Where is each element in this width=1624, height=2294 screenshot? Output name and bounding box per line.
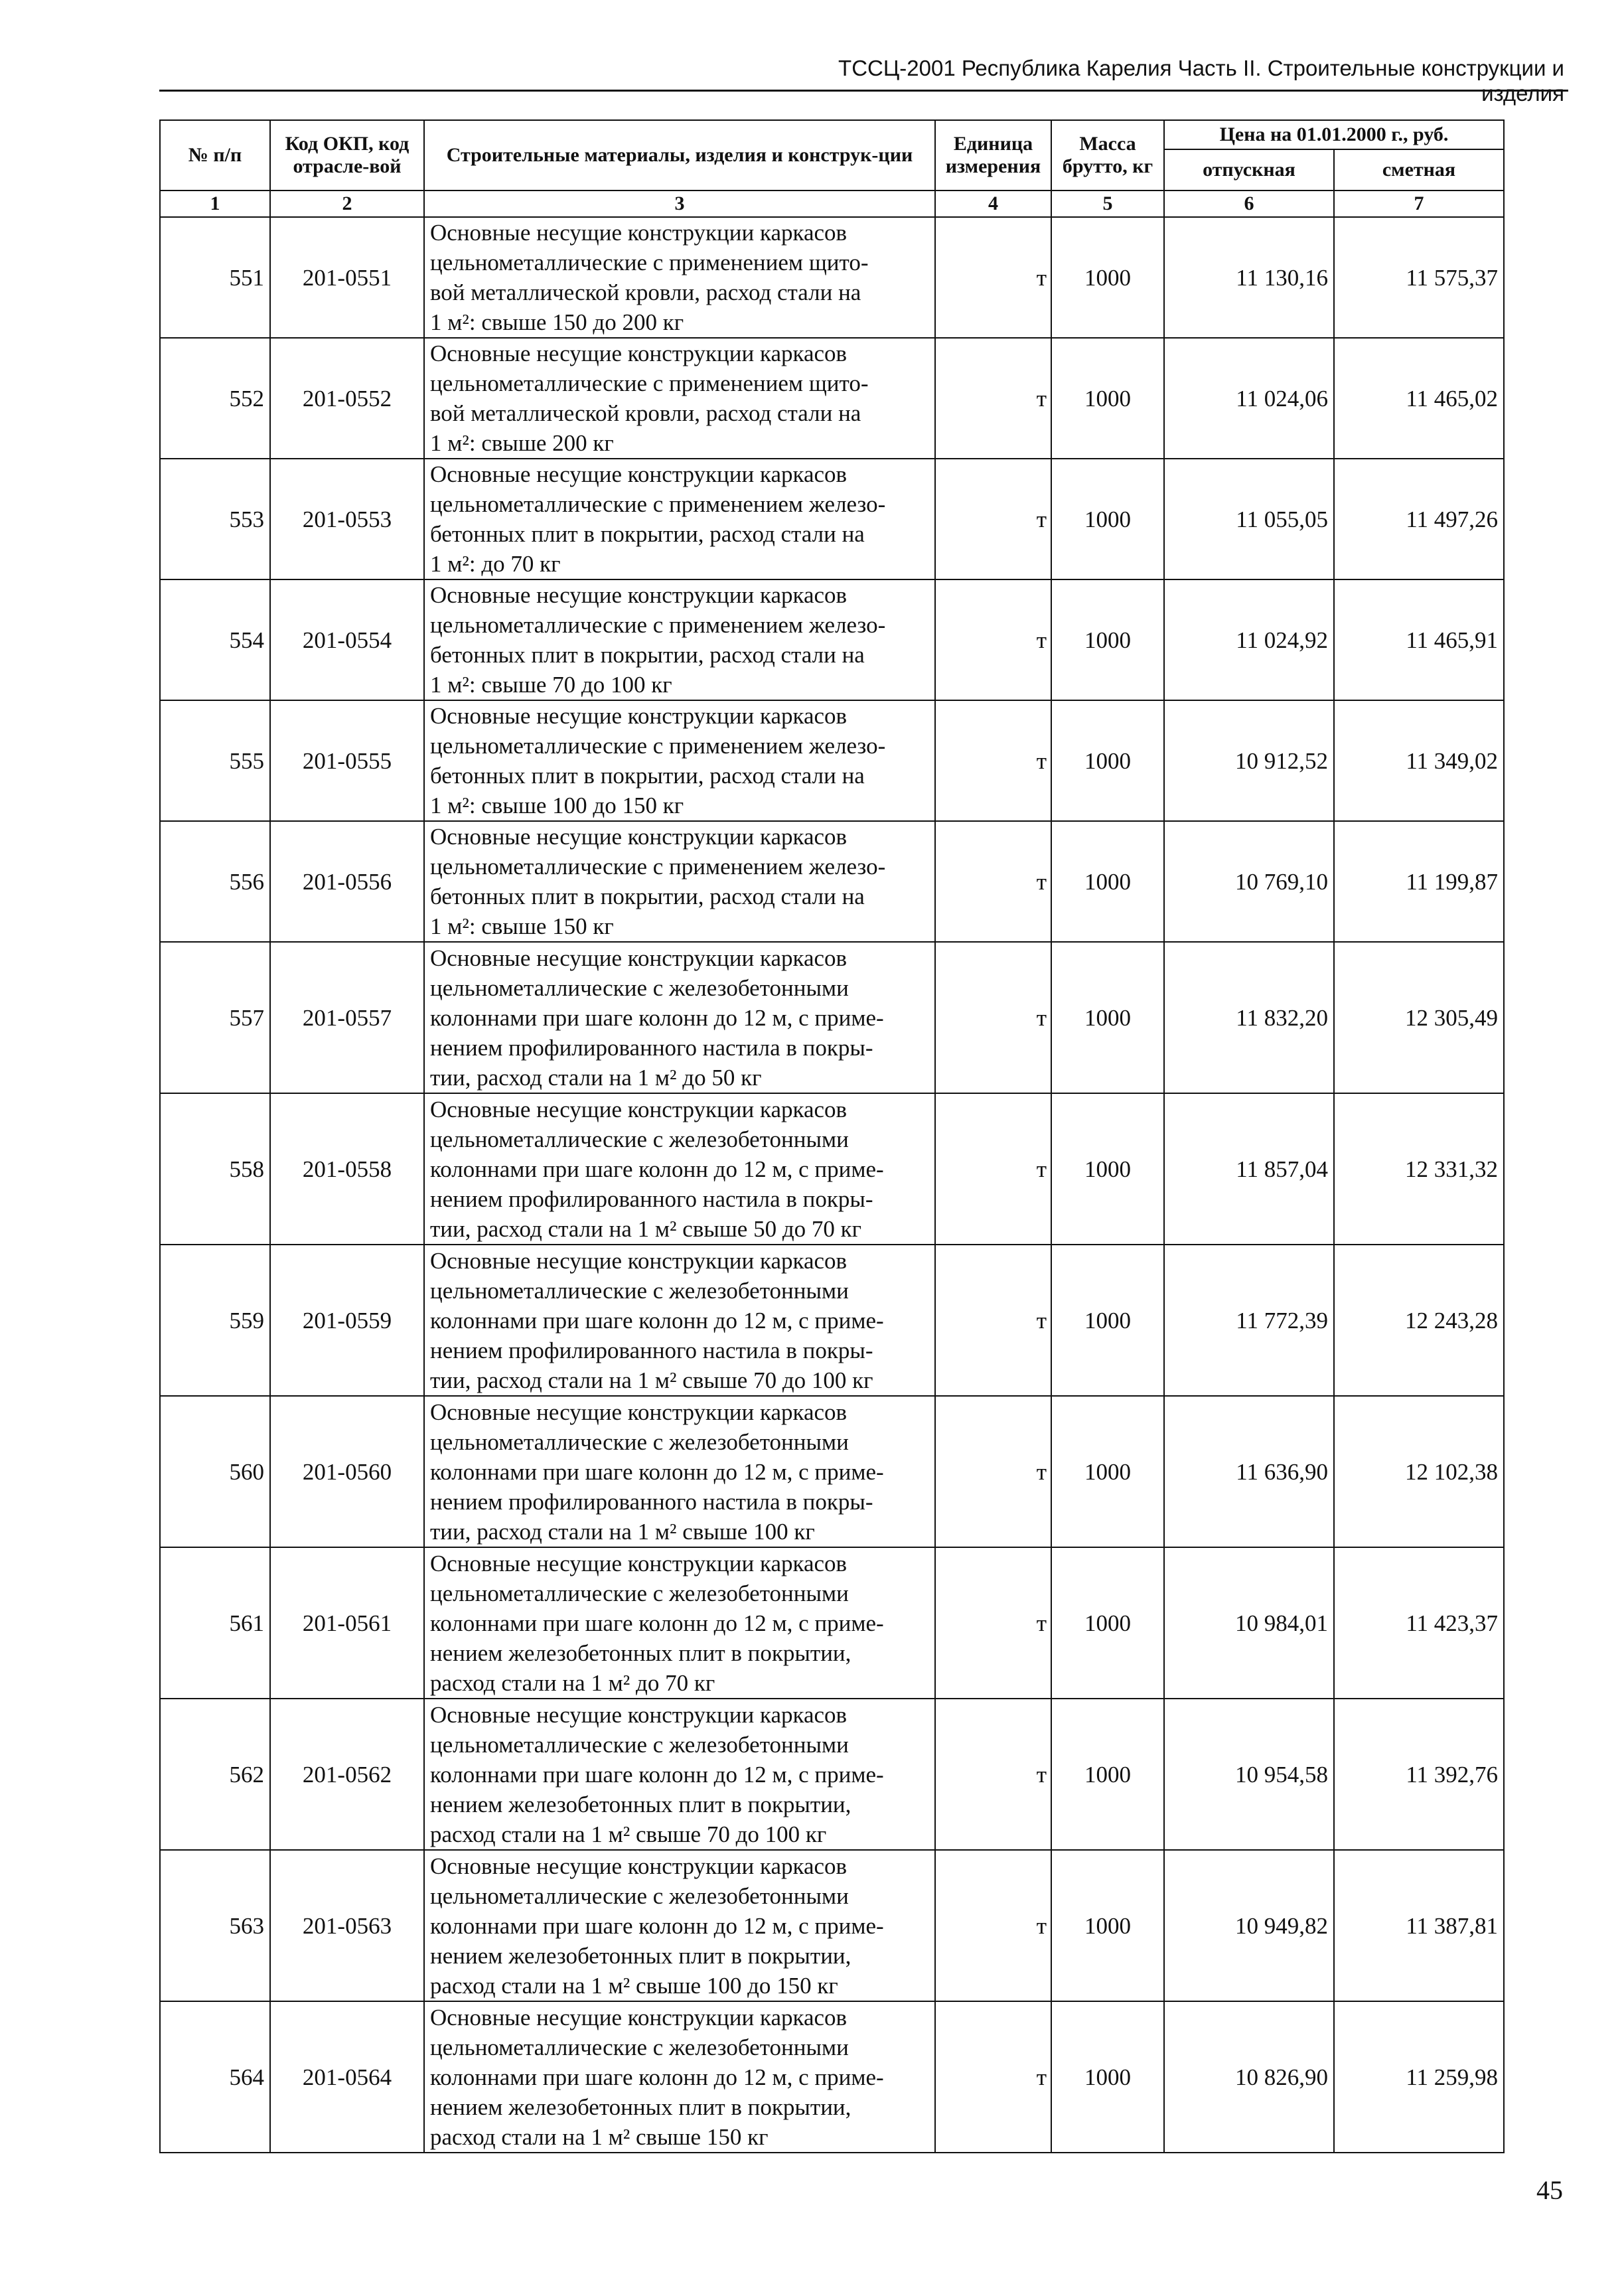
row-code: 201-0551 bbox=[270, 217, 424, 338]
row-number: 559 bbox=[160, 1245, 270, 1396]
row-unit: т bbox=[935, 217, 1051, 338]
description-line: Основные несущие конструкции каркасов bbox=[430, 1701, 848, 1728]
row-number: 563 bbox=[160, 1850, 270, 2001]
description-line: 1 м²: свыше 150 до 200 кг bbox=[430, 309, 684, 335]
description-line: колоннами при шаге колонн до 12 м, с приме- bbox=[430, 1761, 884, 1788]
row-mass: 1000 bbox=[1051, 700, 1164, 821]
col-header-mass: Масса брутто, кг bbox=[1051, 120, 1164, 191]
row-code: 201-0557 bbox=[270, 942, 424, 1093]
row-description bbox=[424, 459, 935, 579]
row-price-release: 11 055,05 bbox=[1164, 459, 1334, 579]
row-price-release: 11 024,06 bbox=[1164, 338, 1334, 459]
description-line: Основные несущие конструкции каркасов bbox=[430, 220, 848, 246]
description-line: нением железобетонных плит в покрытии, bbox=[430, 1640, 851, 1666]
row-price-release: 11 832,20 bbox=[1164, 942, 1334, 1093]
row-mass: 1000 bbox=[1051, 1245, 1164, 1396]
description-line: Основные несущие конструкции каркасов bbox=[430, 703, 848, 729]
description-line: цельнометаллические с железобетонными bbox=[430, 1882, 849, 1909]
description-line: нением профилированного настила в покры- bbox=[430, 1034, 873, 1061]
table-row bbox=[160, 579, 1504, 700]
table-row bbox=[160, 1093, 1504, 1245]
row-unit: т bbox=[935, 579, 1051, 700]
row-price-estimate: 12 331,32 bbox=[1334, 1093, 1504, 1245]
description-line: цельнометаллические с железобетонными bbox=[430, 1428, 849, 1455]
column-number: 6 bbox=[1164, 191, 1334, 217]
row-unit: т bbox=[935, 1245, 1051, 1396]
price-table bbox=[159, 119, 1505, 2153]
row-description bbox=[424, 1699, 935, 1850]
table-body bbox=[160, 217, 1504, 2153]
description-line: бетонных плит в покрытии, расход стали на bbox=[430, 883, 865, 909]
table-row bbox=[160, 1396, 1504, 1547]
description-line: бетонных плит в покрытии, расход стали на bbox=[430, 642, 865, 668]
row-price-release: 11 772,39 bbox=[1164, 1245, 1334, 1396]
description-line: 1 м²: свыше 100 до 150 кг bbox=[430, 793, 684, 818]
row-price-release: 11 857,04 bbox=[1164, 1093, 1334, 1245]
row-number: 564 bbox=[160, 2001, 270, 2153]
row-price-release: 10 954,58 bbox=[1164, 1699, 1334, 1850]
description-line: цельнометаллические с железобетонными bbox=[430, 1731, 849, 1758]
col-header-price-release: отпускная bbox=[1164, 149, 1334, 191]
table-row bbox=[160, 821, 1504, 942]
row-number: 554 bbox=[160, 579, 270, 700]
row-unit: т bbox=[935, 942, 1051, 1093]
row-price-release: 11 130,16 bbox=[1164, 217, 1334, 338]
col-header-num: № п/п bbox=[160, 120, 270, 191]
row-description bbox=[424, 1245, 935, 1396]
description-line: Основные несущие конструкции каркасов bbox=[430, 341, 848, 366]
row-price-estimate: 11 349,02 bbox=[1334, 700, 1504, 821]
row-number: 551 bbox=[160, 217, 270, 338]
column-number: 3 bbox=[424, 191, 935, 217]
table-row bbox=[160, 459, 1504, 579]
description-line: колоннами при шаге колонн до 12 м, с приме- bbox=[430, 1458, 884, 1485]
row-price-estimate: 11 575,37 bbox=[1334, 217, 1504, 338]
row-price-release: 10 826,90 bbox=[1164, 2001, 1334, 2153]
row-unit: т bbox=[935, 1396, 1051, 1547]
row-mass: 1000 bbox=[1051, 1699, 1164, 1850]
row-unit: т bbox=[935, 1850, 1051, 2001]
column-number: 5 bbox=[1051, 191, 1164, 217]
col-header-name: Строительные материалы, изделия и конструк-ции bbox=[424, 120, 935, 191]
row-mass: 1000 bbox=[1051, 1850, 1164, 2001]
description-line: колоннами при шаге колонн до 12 м, с приме- bbox=[430, 2064, 884, 2090]
row-code: 201-0564 bbox=[270, 2001, 424, 2153]
description-line: Основные несущие конструкции каркасов bbox=[430, 2004, 848, 2030]
description-line: расход стали на 1 м² свыше 150 кг bbox=[430, 2123, 769, 2150]
row-code: 201-0561 bbox=[270, 1547, 424, 1699]
description-line: нением профилированного настила в покры- bbox=[430, 1488, 873, 1515]
row-price-estimate: 11 259,98 bbox=[1334, 2001, 1504, 2153]
row-price-estimate: 11 199,87 bbox=[1334, 821, 1504, 942]
row-mass: 1000 bbox=[1051, 459, 1164, 579]
row-unit: т bbox=[935, 2001, 1051, 2153]
row-description bbox=[424, 579, 935, 700]
table-header bbox=[160, 120, 1504, 217]
row-code: 201-0554 bbox=[270, 579, 424, 700]
description-line: колоннами при шаге колонн до 12 м, с приме- bbox=[430, 1004, 884, 1031]
row-price-release: 10 949,82 bbox=[1164, 1850, 1334, 2001]
row-code: 201-0555 bbox=[270, 700, 424, 821]
description-line: цельнометаллические с применением железо- bbox=[430, 612, 886, 638]
table-row bbox=[160, 2001, 1504, 2153]
description-line: тии, расход стали на 1 м² свыше 70 до 100 кг bbox=[430, 1367, 873, 1393]
table-row bbox=[160, 1245, 1504, 1396]
row-price-release: 11 024,92 bbox=[1164, 579, 1334, 700]
row-number: 552 bbox=[160, 338, 270, 459]
column-number: 7 bbox=[1334, 191, 1504, 217]
row-mass: 1000 bbox=[1051, 2001, 1164, 2153]
row-price-estimate: 11 497,26 bbox=[1334, 459, 1504, 579]
col-header-unit: Единица измерения bbox=[935, 120, 1051, 191]
row-unit: т bbox=[935, 1093, 1051, 1245]
row-number: 560 bbox=[160, 1396, 270, 1547]
row-code: 201-0559 bbox=[270, 1245, 424, 1396]
table-row bbox=[160, 1547, 1504, 1699]
row-number: 561 bbox=[160, 1547, 270, 1699]
row-price-release: 10 769,10 bbox=[1164, 821, 1334, 942]
description-line: цельнометаллические с применением железо- bbox=[430, 733, 886, 759]
description-line: цельнометаллические с применением щито- bbox=[430, 370, 869, 396]
row-price-release: 10 912,52 bbox=[1164, 700, 1334, 821]
description-line: тии, расход стали на 1 м² до 50 кг bbox=[430, 1064, 762, 1091]
description-line: Основные несущие конструкции каркасов bbox=[430, 582, 848, 608]
row-number: 556 bbox=[160, 821, 270, 942]
description-line: нением железобетонных плит в покрытии, bbox=[430, 1942, 851, 1969]
row-price-estimate: 11 465,02 bbox=[1334, 338, 1504, 459]
description-line: Основные несущие конструкции каркасов bbox=[430, 1247, 848, 1274]
description-line: Основные несущие конструкции каркасов bbox=[430, 461, 848, 487]
description-line: бетонных плит в покрытии, расход стали на bbox=[430, 763, 865, 789]
row-code: 201-0562 bbox=[270, 1699, 424, 1850]
description-line: 1 м²: до 70 кг bbox=[430, 551, 561, 577]
description-line: бетонных плит в покрытии, расход стали на bbox=[430, 521, 865, 547]
row-description bbox=[424, 217, 935, 338]
description-line: 1 м²: свыше 200 кг bbox=[430, 430, 614, 456]
header-divider bbox=[159, 90, 1568, 92]
row-number: 553 bbox=[160, 459, 270, 579]
row-mass: 1000 bbox=[1051, 1093, 1164, 1245]
row-mass: 1000 bbox=[1051, 338, 1164, 459]
description-line: Основные несущие конструкции каркасов bbox=[430, 1399, 848, 1425]
description-line: колоннами при шаге колонн до 12 м, с приме- bbox=[430, 1307, 884, 1334]
row-code: 201-0560 bbox=[270, 1396, 424, 1547]
description-line: цельнометаллические с применением железо- bbox=[430, 854, 886, 879]
row-price-estimate: 11 392,76 bbox=[1334, 1699, 1504, 1850]
row-price-estimate: 12 305,49 bbox=[1334, 942, 1504, 1093]
row-code: 201-0563 bbox=[270, 1850, 424, 2001]
description-line: цельнометаллические с применением щито- bbox=[430, 250, 869, 275]
description-line: расход стали на 1 м² свыше 100 до 150 кг bbox=[430, 1972, 838, 1999]
row-description bbox=[424, 338, 935, 459]
row-description bbox=[424, 700, 935, 821]
row-price-estimate: 11 387,81 bbox=[1334, 1850, 1504, 2001]
column-number: 1 bbox=[160, 191, 270, 217]
description-line: Основные несущие конструкции каркасов bbox=[430, 1853, 848, 1879]
description-line: цельнометаллические с железобетонными bbox=[430, 1277, 849, 1304]
row-number: 562 bbox=[160, 1699, 270, 1850]
description-line: цельнометаллические с применением железо- bbox=[430, 491, 886, 517]
row-price-release: 11 636,90 bbox=[1164, 1396, 1334, 1547]
row-price-estimate: 12 102,38 bbox=[1334, 1396, 1504, 1547]
description-line: тии, расход стали на 1 м² свыше 100 кг bbox=[430, 1518, 815, 1545]
row-code: 201-0558 bbox=[270, 1093, 424, 1245]
description-line: колоннами при шаге колонн до 12 м, с приме- bbox=[430, 1610, 884, 1636]
table-row bbox=[160, 700, 1504, 821]
col-header-price-group: Цена на 01.01.2000 г., руб. bbox=[1164, 120, 1504, 149]
row-unit: т bbox=[935, 1547, 1051, 1699]
description-line: тии, расход стали на 1 м² свыше 50 до 70 кг bbox=[430, 1215, 862, 1242]
description-line: цельнометаллические с железобетонными bbox=[430, 2034, 849, 2060]
page-number: 45 bbox=[1536, 2175, 1563, 2205]
description-line: цельнометаллические с железобетонными bbox=[430, 974, 849, 1001]
description-line: вой металлической кровли, расход стали на bbox=[430, 400, 861, 426]
row-mass: 1000 bbox=[1051, 579, 1164, 700]
row-mass: 1000 bbox=[1051, 821, 1164, 942]
column-number: 2 bbox=[270, 191, 424, 217]
description-line: 1 м²: свыше 150 кг bbox=[430, 913, 614, 939]
row-price-estimate: 11 465,91 bbox=[1334, 579, 1504, 700]
description-line: Основные несущие конструкции каркасов bbox=[430, 1096, 848, 1122]
description-line: нением профилированного настила в покры- bbox=[430, 1337, 873, 1363]
row-description bbox=[424, 1396, 935, 1547]
description-line: Основные несущие конструкции каркасов bbox=[430, 945, 848, 971]
row-unit: т bbox=[935, 821, 1051, 942]
col-header-price-estimate: сметная bbox=[1334, 149, 1504, 191]
row-description bbox=[424, 1547, 935, 1699]
col-header-code: Код ОКП, код отрасле-вой bbox=[270, 120, 424, 191]
row-unit: т bbox=[935, 459, 1051, 579]
row-mass: 1000 bbox=[1051, 1396, 1164, 1547]
row-number: 557 bbox=[160, 942, 270, 1093]
row-number: 555 bbox=[160, 700, 270, 821]
description-line: Основные несущие конструкции каркасов bbox=[430, 824, 848, 850]
description-line: вой металлической кровли, расход стали на bbox=[430, 279, 861, 305]
table-row bbox=[160, 1699, 1504, 1850]
description-line: расход стали на 1 м² до 70 кг bbox=[430, 1669, 715, 1696]
description-line: расход стали на 1 м² свыше 70 до 100 кг bbox=[430, 1821, 827, 1847]
row-code: 201-0556 bbox=[270, 821, 424, 942]
row-unit: т bbox=[935, 700, 1051, 821]
row-number: 558 bbox=[160, 1093, 270, 1245]
row-mass: 1000 bbox=[1051, 942, 1164, 1093]
row-description bbox=[424, 2001, 935, 2153]
row-unit: т bbox=[935, 1699, 1051, 1850]
running-header-title: ТССЦ-2001 Республика Карелия Часть II. Строительные конструкции и изделия bbox=[838, 56, 1564, 106]
row-description bbox=[424, 1850, 935, 2001]
row-description bbox=[424, 942, 935, 1093]
table-row bbox=[160, 942, 1504, 1093]
description-line: 1 м²: свыше 70 до 100 кг bbox=[430, 672, 672, 698]
row-price-estimate: 11 423,37 bbox=[1334, 1547, 1504, 1699]
column-number: 4 bbox=[935, 191, 1051, 217]
row-code: 201-0552 bbox=[270, 338, 424, 459]
row-code: 201-0553 bbox=[270, 459, 424, 579]
table-row bbox=[160, 217, 1504, 338]
row-description bbox=[424, 821, 935, 942]
row-price-release: 10 984,01 bbox=[1164, 1547, 1334, 1699]
row-mass: 1000 bbox=[1051, 1547, 1164, 1699]
row-unit: т bbox=[935, 338, 1051, 459]
table-row bbox=[160, 338, 1504, 459]
description-line: цельнометаллические с железобетонными bbox=[430, 1126, 849, 1152]
description-line: колоннами при шаге колонн до 12 м, с приме- bbox=[430, 1156, 884, 1182]
row-description bbox=[424, 1093, 935, 1245]
description-line: нением профилированного настила в покры- bbox=[430, 1185, 873, 1212]
description-line: цельнометаллические с железобетонными bbox=[430, 1580, 849, 1606]
description-line: Основные несущие конструкции каркасов bbox=[430, 1550, 848, 1576]
table-row bbox=[160, 1850, 1504, 2001]
description-line: нением железобетонных плит в покрытии, bbox=[430, 2094, 851, 2120]
description-line: нением железобетонных плит в покрытии, bbox=[430, 1791, 851, 1817]
description-line: колоннами при шаге колонн до 12 м, с приме- bbox=[430, 1912, 884, 1939]
row-price-estimate: 12 243,28 bbox=[1334, 1245, 1504, 1396]
row-mass: 1000 bbox=[1051, 217, 1164, 338]
